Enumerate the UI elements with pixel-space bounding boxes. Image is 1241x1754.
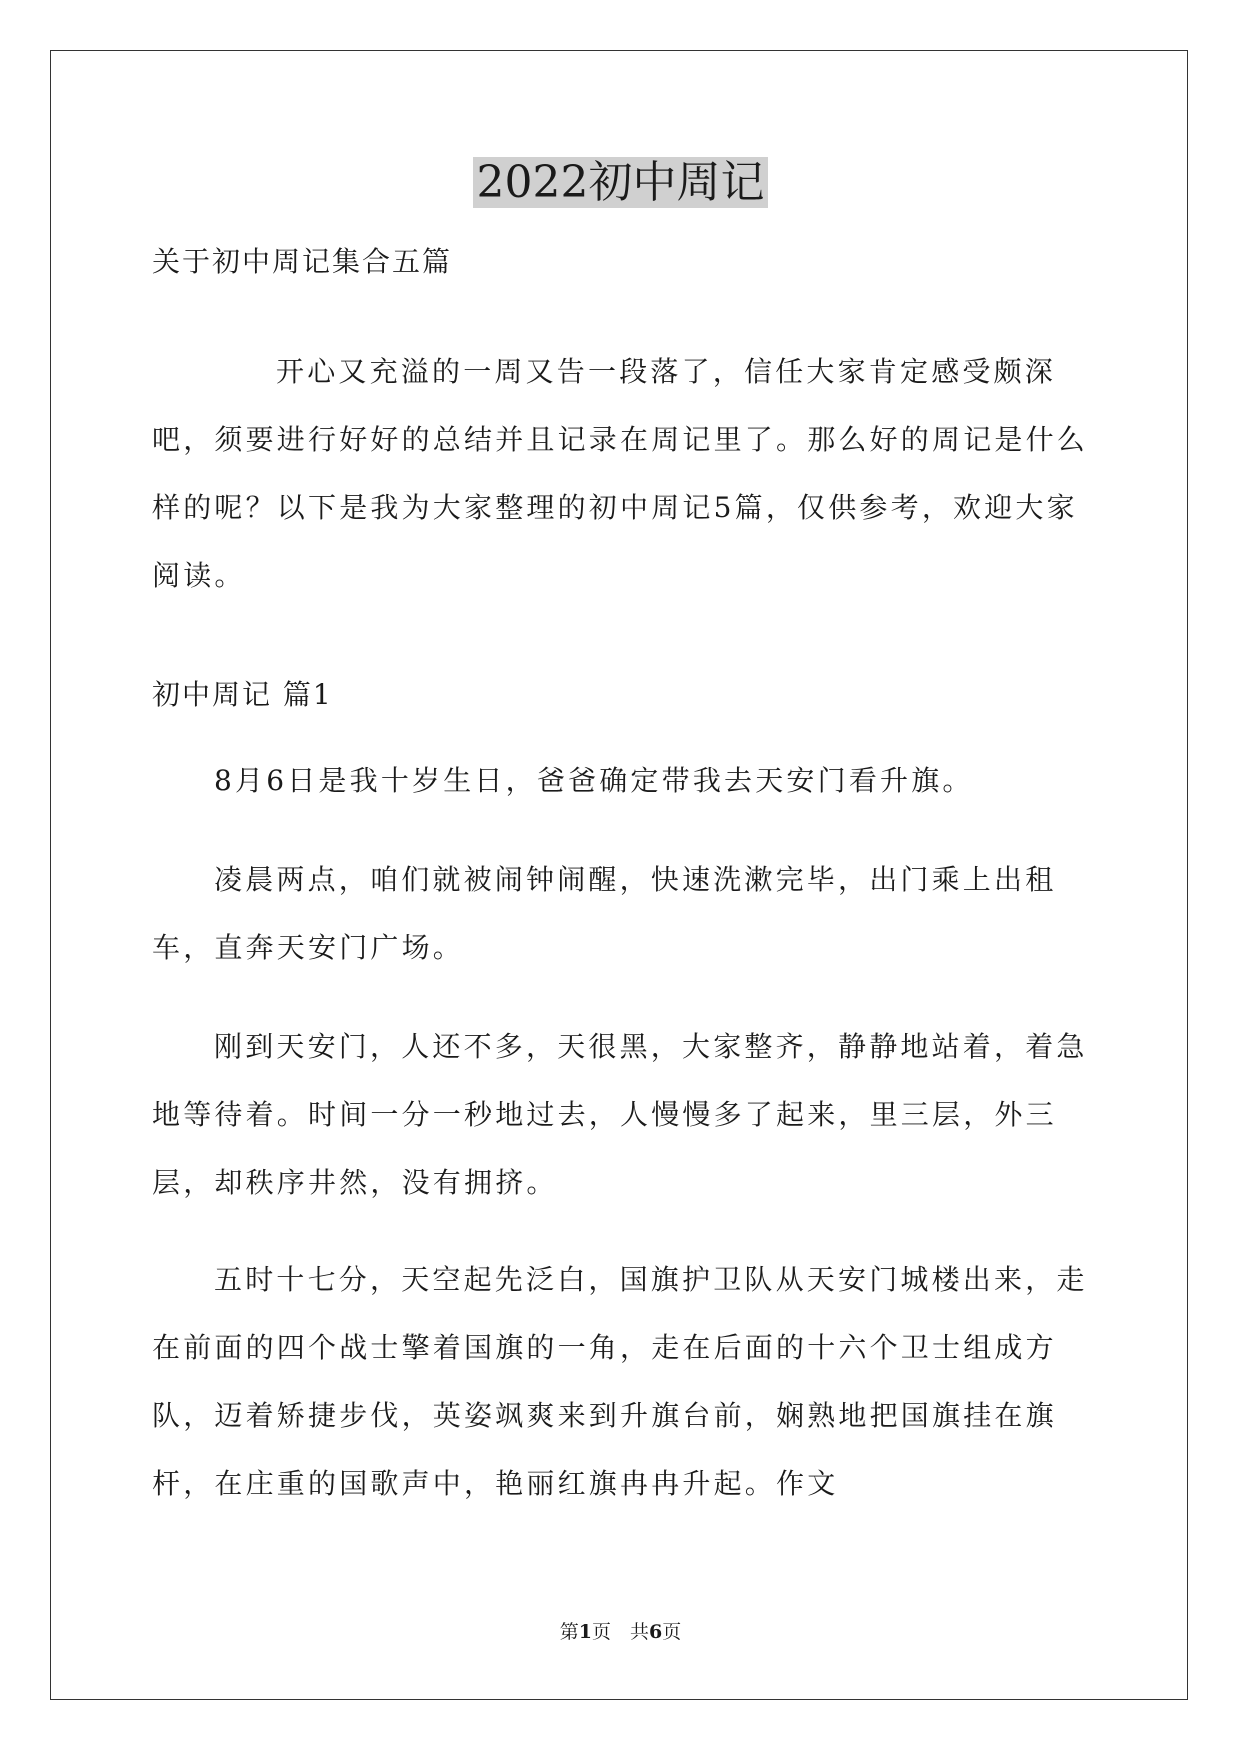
document-title-text: 2022初中周记 bbox=[473, 157, 769, 208]
page-footer bbox=[0, 1620, 1241, 1644]
section-heading: 初中周记 篇1 bbox=[152, 678, 333, 711]
footer-page-current: 1 bbox=[578, 1621, 592, 1643]
document-title bbox=[0, 155, 1241, 211]
intro-paragraph: 开心又充溢的一周又告一段落了，信任大家肯定感受颇深吧，须要进行好好的总结并且记录在周记里了。那么好的周记是什么样的呢？以下是我为大家整理的初中周记5篇，仅供参考，欢迎大家阅读。 bbox=[152, 355, 1089, 592]
footer-page-total: 6 bbox=[649, 1621, 663, 1643]
footer-page-mid: 页 共 bbox=[591, 1621, 649, 1643]
body-paragraph-2: 凌晨两点，咱们就被闹钟闹醒，快速洗漱完毕，出门乘上出租车，直奔天安门广场。 bbox=[152, 863, 1057, 964]
body-paragraph-4: 五时十七分，天空起先泛白，国旗护卫队从天安门城楼出来，走在前面的四个战士擎着国旗的一角，走在后面的十六个卫士组成方队，迈着矫捷步伐，英姿飒爽来到升旗台前，娴熟地把国旗挂在旗杆，在庄重的国歌声中，艳丽红旗冉冉升起。作文 bbox=[152, 1263, 1088, 1500]
footer-page-prefix: 第 bbox=[559, 1621, 579, 1643]
body-paragraph-1: 8月6日是我十岁生日，爸爸确定带我去天安门看升旗。 bbox=[214, 764, 974, 797]
document-subtitle: 关于初中周记集合五篇 bbox=[152, 245, 453, 278]
footer-page-suffix: 页 bbox=[662, 1621, 682, 1643]
body-paragraph-3: 刚到天安门，人还不多，天很黑，大家整齐，静静地站着，着急地等待着。时间一分一秒地过去，人慢慢多了起来，里三层，外三层，却秩序井然，没有拥挤。 bbox=[152, 1030, 1088, 1199]
